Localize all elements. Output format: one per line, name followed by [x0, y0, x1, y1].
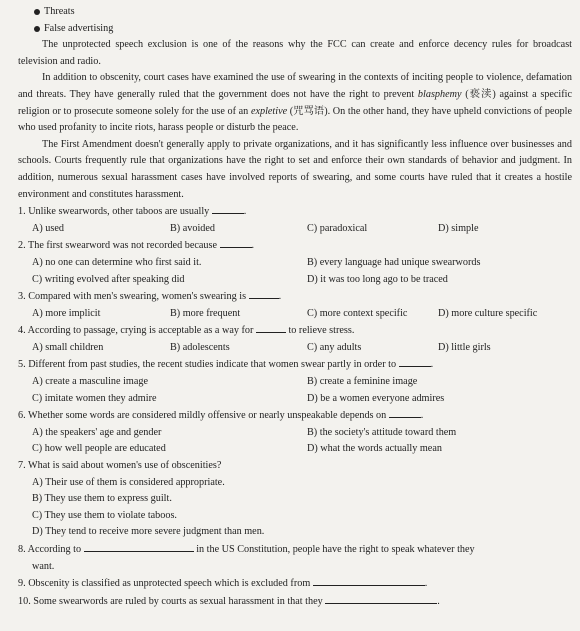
- question-7: 7. What is said about women's use of obscenities?: [18, 460, 222, 472]
- bullet-dot-icon: [34, 26, 40, 32]
- option-d: D) simple: [438, 222, 479, 234]
- option-b: B) They use them to express guilt.: [32, 493, 172, 505]
- question-6: 6. Whether some words are considered mildly offensive or nearly unspeakable depends on .: [18, 407, 572, 425]
- option-a: A) small children: [32, 341, 104, 353]
- answer-blank[interactable]: [84, 541, 194, 552]
- paragraph-unprotected-speech: The unprotected speech exclusion is one of the reasons why the FCC can create and enforce decency rules for broadcast television and radio.: [18, 39, 572, 67]
- question-1-options: [18, 221, 572, 238]
- bullet-dot-icon: [34, 9, 40, 15]
- option-c: C) writing evolved after speaking did: [32, 273, 185, 285]
- question-8-continued: want.: [32, 560, 55, 572]
- option-d: D) what the words actually mean: [307, 443, 442, 455]
- option-c: C) how well people are educated: [32, 443, 166, 455]
- option-a: A) used: [32, 222, 64, 234]
- option-d: D) little girls: [438, 341, 491, 353]
- answer-blank[interactable]: [313, 575, 425, 586]
- paragraph-first-amendment: The First Amendment doesn't generally apply to private organizations, and it has significantly less influence over businesses and schools. Courts frequently rule that organizations have the right to set and enforce their own standards of behavior and judgment. In addition, numerous sexual harassment cases have involved reports of swearing, and some courts have ruled that it creates a hostile environment and constitutes harassment.: [18, 138, 572, 200]
- option-b: B) the society's attitude toward them: [307, 426, 457, 438]
- question-1: 1. Unlike swearwords, other taboos are usually .: [18, 203, 572, 221]
- option-b: B) avoided: [170, 222, 215, 234]
- question-4-options: [18, 340, 572, 357]
- question-3-options: [18, 306, 572, 323]
- answer-blank[interactable]: [249, 288, 279, 299]
- bullet-item: Threats: [18, 4, 572, 21]
- answer-blank[interactable]: [212, 203, 244, 214]
- question-5: 5. Different from past studies, the recent studies indicate that women swear partly in order to .: [18, 356, 572, 374]
- bullet-item: False advertising: [18, 21, 572, 38]
- answer-blank[interactable]: [220, 237, 252, 248]
- question-10: 10. Some swearwords are ruled by courts as sexual harassment in that they .: [18, 593, 572, 611]
- option-a: A) no one can determine who first said it.: [32, 256, 202, 268]
- answer-blank[interactable]: [399, 356, 431, 367]
- question-2: 2. The first swearword was not recorded because .: [18, 237, 572, 255]
- answer-blank[interactable]: [389, 407, 421, 418]
- option-a: A) Their use of them is considered appropriate.: [32, 476, 225, 488]
- option-b: B) adolescents: [170, 341, 230, 353]
- option-a: A) more implicit: [32, 307, 101, 319]
- option-c: C) imitate women they admire: [32, 392, 157, 404]
- option-a: A) the speakers' age and gender: [32, 426, 162, 438]
- answer-blank[interactable]: [256, 322, 286, 333]
- option-b: B) every language had unique swearwords: [307, 256, 481, 268]
- option-c: C) They use them to violate taboos.: [32, 509, 177, 521]
- option-d: D) more culture specific: [438, 307, 538, 319]
- question-9: 9. Obscenity is classified as unprotected speech which is excluded from .: [18, 575, 572, 593]
- question-2-options: [18, 255, 572, 288]
- option-b: B) create a feminine image: [307, 376, 418, 388]
- option-a: A) create a masculine image: [32, 376, 148, 388]
- option-d: D) They tend to receive more severe judgment than men.: [32, 526, 265, 538]
- option-c: C) more context specific: [307, 307, 408, 319]
- question-6-options: [18, 425, 572, 458]
- question-4: 4. According to passage, crying is acceptable as a way for to relieve stress.: [18, 322, 572, 340]
- option-c: C) paradoxical: [307, 222, 368, 234]
- option-b: B) more frequent: [170, 307, 241, 319]
- question-3: 3. Compared with men's swearing, women's swearing is .: [18, 288, 572, 306]
- paragraph-court-cases: In addition to obscenity, court cases have examined the use of swearing in the contexts of inciting people to violence, defamation and threats. They have generally ruled that the government does not have the right to prevent blasphemy (亵渎) against a specific religion or to prosecute someone solely for the use of an expletive (咒骂语). On the other hand, they have upheld convictions of people who used profanity to incite riots, harass people or disturb the peace.: [18, 72, 572, 134]
- question-5-options: [18, 374, 572, 407]
- option-d: D) it was too long ago to be traced: [307, 273, 448, 285]
- option-d: D) be a women everyone admires: [307, 392, 445, 404]
- question-7-options: [18, 475, 572, 541]
- answer-blank[interactable]: [325, 593, 437, 604]
- question-8: 8. According to in the US Constitution, people have the right to speak whatever they: [18, 541, 572, 559]
- option-c: C) any adults: [307, 341, 362, 353]
